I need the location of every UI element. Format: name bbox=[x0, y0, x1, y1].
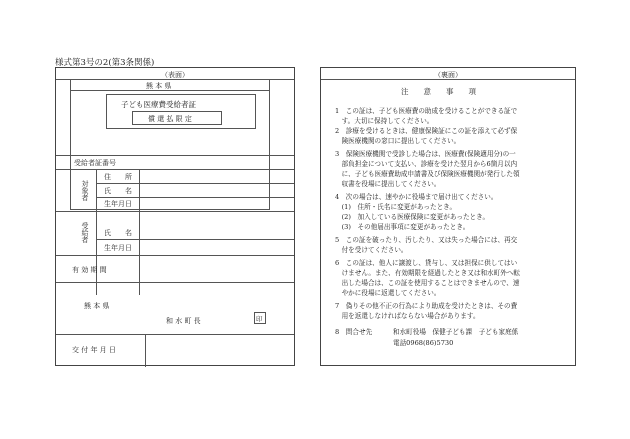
note-line: 用を返還しなければならない場合があります。 bbox=[335, 312, 480, 320]
note-line: に、子ども医療費助成申請書及び保険医療機関が発行した領 bbox=[335, 170, 520, 178]
note-line: 部負担金について支払い、診療を受けた翌月から6箇月以内 bbox=[335, 160, 518, 168]
note-line: 6 この証は、他人に譲渡し、貸与し、又は担保に供してはい bbox=[335, 259, 518, 267]
back-header-divider bbox=[321, 79, 575, 80]
certificate-title: 子ども医療費受給者証 bbox=[121, 100, 196, 109]
recipient-name-label: 氏 名 bbox=[104, 229, 132, 237]
contact-phone: 電話0968(86)5730 bbox=[393, 339, 454, 347]
contact-office: 和水町役場 保健子ども課 子ども家庭係 bbox=[393, 328, 519, 336]
recipient-birth-label: 生年月日 bbox=[104, 244, 132, 252]
back-side-label: （裏面） bbox=[434, 71, 462, 79]
name-label: 氏 名 bbox=[104, 187, 132, 195]
birth-date-label: 生年月日 bbox=[104, 200, 132, 208]
target-person-label: 対象者 bbox=[81, 180, 89, 201]
reimbursement-label: 償 還 払 限 定 bbox=[148, 115, 192, 123]
note-line: やかに役場に返還してください。 bbox=[335, 289, 441, 297]
issuer-town-mayor: 和 水 町 長 bbox=[166, 317, 201, 325]
front-panel bbox=[55, 67, 295, 366]
note-line: 3 保険医療機関で受診した場合は、医療費(保険適用分)の一 bbox=[335, 150, 516, 158]
note-line: 7 偽りその他不正の行為により助成を受けたときは、その費 bbox=[335, 302, 518, 310]
recipient-label: 受給者 bbox=[81, 222, 89, 243]
validity-period-label: 有 効 期 間 bbox=[72, 266, 107, 274]
issue-date-label: 交 付 年 月 日 bbox=[72, 346, 116, 354]
note-line: 5 この証を破ったり、汚したり、又は失った場合には、再交 bbox=[335, 236, 518, 244]
prefecture-label: 熊 本 県 bbox=[146, 82, 172, 90]
note-line: (2) 加入している医療保険に変更があったとき。 bbox=[335, 213, 490, 221]
note-line: 4 次の場合は、速やかに役場まで届け出てください。 bbox=[335, 193, 498, 201]
front-side-label: （表面） bbox=[161, 71, 189, 79]
form-number-label: 様式第3号の2(第3条関係) bbox=[55, 58, 155, 68]
notes-heading: 注 意 事 項 bbox=[401, 87, 476, 96]
note-line: 2 診療を受けるときは、健康保険証にこの証を添えて必ず保 bbox=[335, 127, 518, 135]
note-line: す。大切に保持してください。 bbox=[335, 117, 434, 125]
note-line: 収書を役場に提出してください。 bbox=[335, 180, 441, 188]
note-line: 険医療機関の窓口に提出してください。 bbox=[335, 137, 461, 145]
back-panel bbox=[320, 67, 576, 366]
issuer-prefecture: 熊 本 県 bbox=[84, 302, 110, 310]
seal-label: 印 bbox=[256, 315, 263, 323]
address-label: 住 所 bbox=[104, 173, 132, 181]
note-line: (1) 住所・氏名に変更があったとき。 bbox=[335, 203, 457, 211]
note-line: 付を受けてください。 bbox=[335, 246, 408, 254]
note-line: 出した場合は、この証を使用することはできませんので、速 bbox=[335, 279, 520, 287]
note-line: 1 この証は、子ども医療費の助成を受けることができる証で bbox=[335, 107, 518, 115]
note-line: (3) その他届出事項に変更があったとき。 bbox=[335, 223, 470, 231]
note-line: けません。また、有効期限を経過したとき又は和水町外へ転 bbox=[335, 269, 521, 277]
cert-number-label: 受給者証番号 bbox=[74, 159, 116, 167]
contact-label: 8 問合せ先 bbox=[335, 328, 373, 336]
